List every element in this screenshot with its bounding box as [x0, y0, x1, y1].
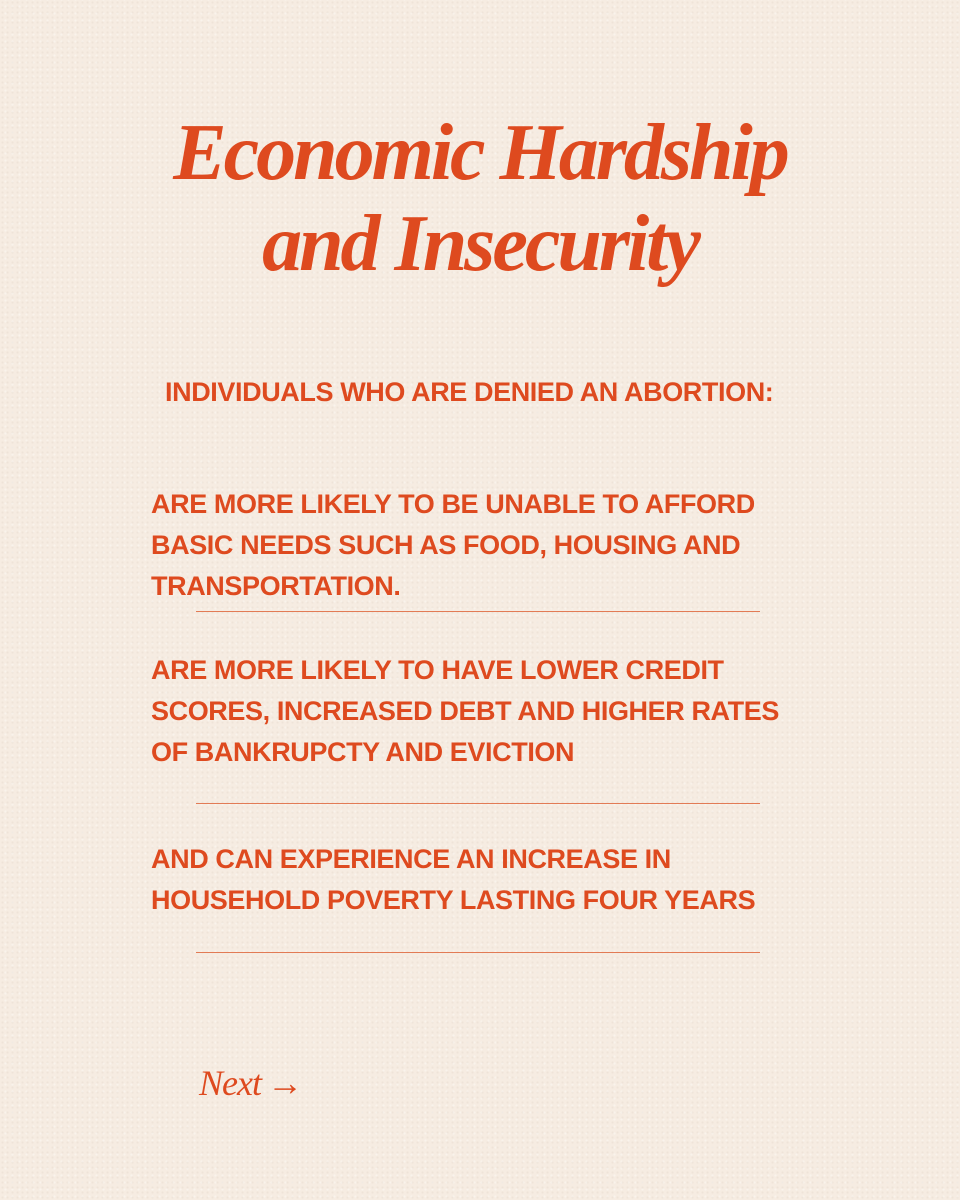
divider [196, 803, 760, 804]
next-label: Next [199, 1063, 261, 1103]
page-title-line-1: Economic Hardship [173, 109, 787, 197]
intro-heading: INDIVIDUALS WHO ARE DENIED AN ABORTION: [165, 377, 774, 407]
divider [196, 952, 760, 953]
arrow-right-icon: → [266, 1063, 302, 1103]
divider [196, 611, 760, 612]
next-link[interactable] [199, 1062, 302, 1104]
list-item-afford-basic-needs: ARE MORE LIKELY TO BE UNABLE TO AFFORD BASIC NEEDS SUCH AS FOOD, HOUSING AND TRANSPORTATION. [151, 489, 755, 601]
list-item-credit-debt: ARE MORE LIKELY TO HAVE LOWER CREDIT SCORES, INCREASED DEBT AND HIGHER RATES OF BANKRUPCTY AND EVICTION [151, 655, 779, 767]
list-item-household-poverty: AND CAN EXPERIENCE AN INCREASE IN HOUSEHOLD POVERTY LASTING FOUR YEARS [151, 844, 756, 915]
page-title-line-2: and Insecurity [262, 200, 698, 288]
